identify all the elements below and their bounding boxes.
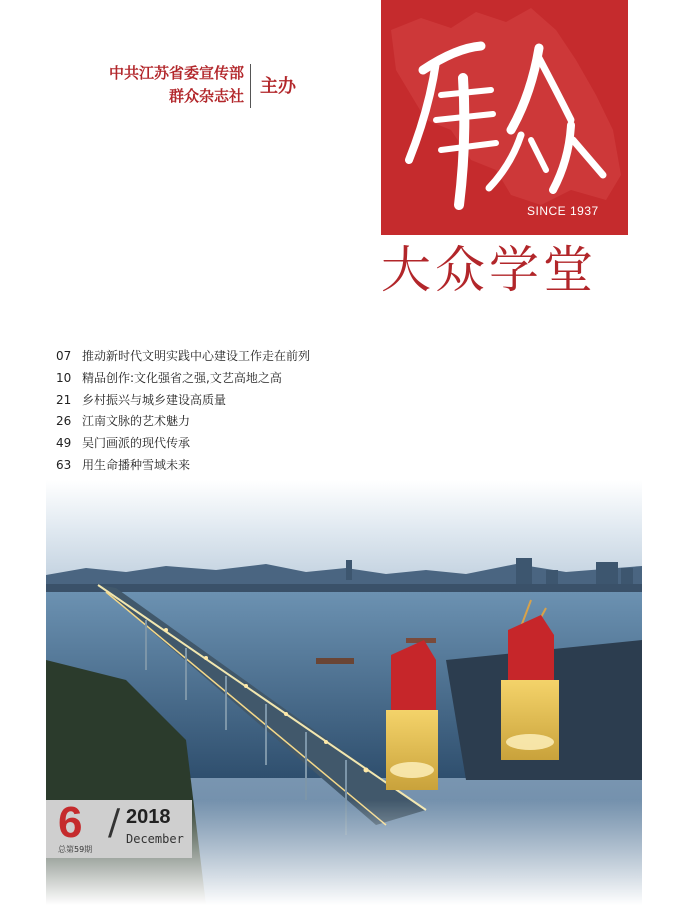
issue-total: 总第59期	[58, 845, 93, 854]
sponsor-role: 主办	[260, 76, 296, 97]
contents-title: 精品创作:文化强省之强,文艺高地之高	[82, 370, 282, 385]
contents-page-number: 49	[56, 436, 72, 451]
contents-item[interactable]	[56, 455, 456, 477]
issue-year: 2018	[126, 806, 171, 828]
sponsor-org-line: 中共江苏省委宣传部	[108, 64, 244, 82]
contents-page-number: 21	[56, 392, 72, 407]
contents-item[interactable]	[56, 390, 456, 412]
issue-badge	[46, 800, 192, 858]
sponsor-divider	[250, 64, 251, 108]
contents-item[interactable]	[56, 433, 456, 455]
magazine-subtitle: 大众学堂	[381, 241, 597, 299]
since-label: SINCE 1937	[527, 204, 599, 218]
contents-title: 乡村振兴与城乡建设高质量	[82, 392, 227, 407]
contents-title: 推动新时代文明实践中心建设工作走在前列	[82, 349, 311, 363]
issue-slash: /	[108, 802, 121, 843]
issue-month: December	[126, 832, 184, 846]
contents-title: 江南文脉的艺术魅力	[82, 414, 191, 429]
cover-contents	[56, 346, 456, 477]
contents-page-number: 26	[56, 414, 72, 429]
masthead-logo	[381, 0, 628, 235]
sponsor-org-line: 群众杂志社	[168, 87, 244, 105]
contents-title: 吴门画派的现代传承	[82, 436, 191, 451]
sponsor-organizations	[109, 62, 244, 108]
contents-page-number: 10	[56, 370, 72, 385]
contents-item[interactable]	[56, 346, 456, 368]
issue-number: 6	[58, 798, 83, 847]
contents-title: 用生命播种雪域未来	[82, 457, 191, 472]
calligraphy-title	[381, 0, 628, 235]
contents-item[interactable]	[56, 368, 456, 390]
contents-page-number: 63	[56, 457, 72, 472]
contents-item[interactable]	[56, 411, 456, 433]
contents-page-number: 07	[56, 349, 72, 363]
